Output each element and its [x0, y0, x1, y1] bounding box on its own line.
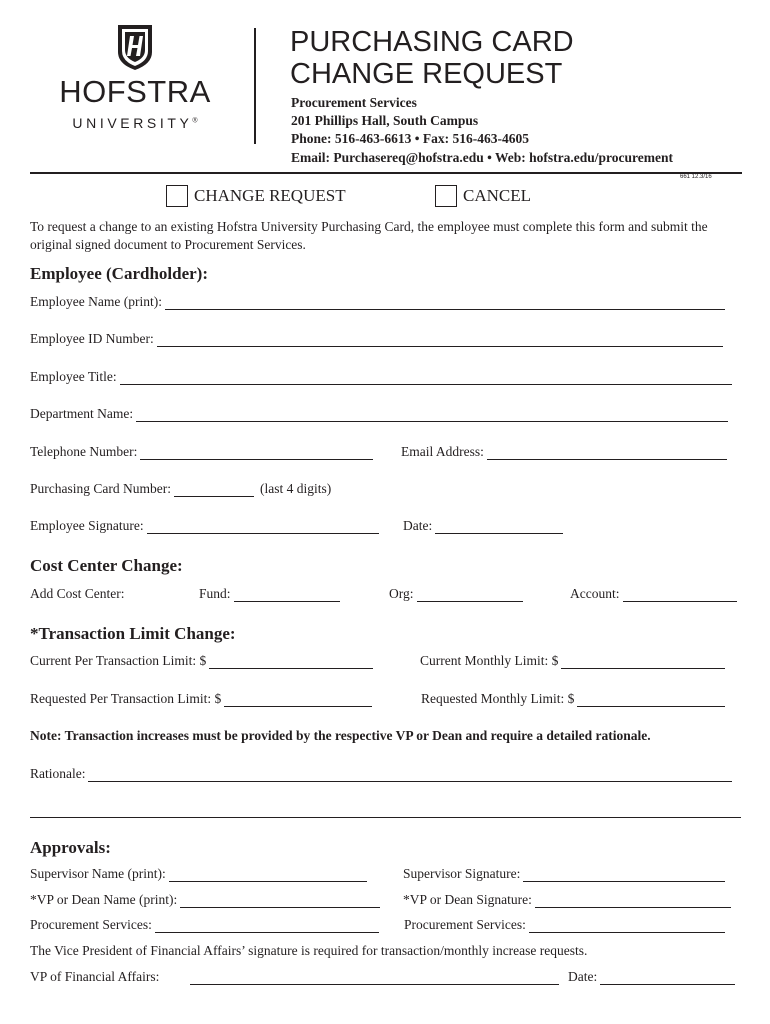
vp-dean-signature-field[interactable]: *VP or Dean Signature: — [403, 892, 731, 908]
requested-per-transaction-field[interactable]: Requested Per Transaction Limit: $ — [30, 691, 372, 707]
email-address-field[interactable]: Email Address: — [401, 444, 727, 460]
form-code: 661 12.3/16 — [680, 174, 712, 180]
cancel-label: CANCEL — [463, 186, 531, 205]
header-rule — [30, 172, 742, 174]
page-title: PURCHASING CARD CHANGE REQUEST — [290, 26, 574, 90]
fund-field[interactable]: Fund: — [199, 586, 340, 602]
card-number-field[interactable]: Purchasing Card Number: (last 4 digits) — [30, 481, 332, 496]
change-request-label: CHANGE REQUEST — [194, 186, 346, 205]
contact-address: 201 Phillips Hall, South Campus — [291, 113, 479, 129]
supervisor-name-field[interactable]: Supervisor Name (print): — [30, 866, 367, 882]
logo-subtitle: UNIVERSITY® — [72, 115, 198, 131]
cancel-option[interactable] — [435, 185, 531, 207]
logo-wordmark: HOFSTRA — [59, 74, 211, 109]
vp-financial-affairs-line[interactable] — [190, 984, 559, 985]
vp-date-field[interactable]: Date: — [568, 969, 735, 985]
contact-email-web: Email: Purchasereq@hofstra.edu • Web: hofstra.edu/procurement — [291, 149, 674, 165]
employee-name-field[interactable]: Employee Name (print): — [30, 294, 725, 310]
card-hint: (last 4 digits) — [259, 481, 332, 496]
employee-signature-field[interactable]: Employee Signature: — [30, 518, 379, 534]
approvals-heading: Approvals: — [30, 838, 111, 857]
employee-date-field[interactable]: Date: — [403, 518, 563, 534]
employee-id-field[interactable]: Employee ID Number: — [30, 331, 723, 347]
contact-phone: Phone: 516-463-6613 • Fax: 516-463-4605 — [291, 131, 529, 147]
contact-dept: Procurement Services — [291, 95, 417, 110]
cost-center-heading: Cost Center Change: — [30, 556, 183, 575]
vp-requirement-note: The Vice President of Financial Affairs’ signature is required for transaction/monthly increase requests. — [30, 943, 588, 958]
note-text: Note: Transaction increases must be provided by the respective VP or Dean and require a detailed rationale. — [30, 728, 651, 743]
account-field[interactable]: Account: — [570, 586, 737, 602]
add-cost-center-label: Add Cost Center: — [30, 586, 125, 601]
current-monthly-field[interactable]: Current Monthly Limit: $ — [420, 653, 725, 669]
change-request-option[interactable] — [166, 185, 346, 207]
org-field[interactable]: Org: — [389, 586, 523, 602]
current-per-transaction-field[interactable]: Current Per Transaction Limit: $ — [30, 653, 373, 669]
vp-financial-affairs-label: VP of Financial Affairs: — [30, 969, 160, 984]
employee-title-field[interactable]: Employee Title: — [30, 369, 732, 385]
department-name-field[interactable]: Department Name: — [30, 406, 728, 422]
procurement-services-field-1[interactable]: Procurement Services: — [30, 917, 379, 933]
employee-heading: Employee (Cardholder): — [30, 264, 209, 283]
telephone-field[interactable]: Telephone Number: — [30, 444, 373, 460]
intro-text: To request a change to an existing Hofstra University Purchasing Card, the employee must complete this form and submit the original signed document to Procurement Services. — [30, 219, 708, 252]
supervisor-signature-field[interactable]: Supervisor Signature: — [403, 866, 725, 882]
vp-dean-name-field[interactable]: *VP or Dean Name (print): — [30, 892, 380, 908]
requested-monthly-field[interactable]: Requested Monthly Limit: $ — [421, 691, 725, 707]
hofstra-logo — [40, 22, 230, 131]
change-request-checkbox[interactable] — [166, 185, 188, 207]
cancel-checkbox[interactable] — [435, 185, 457, 207]
header-divider — [254, 28, 256, 144]
shield-icon — [115, 22, 155, 72]
rationale-line-2[interactable] — [30, 817, 741, 818]
contact-info — [291, 94, 673, 167]
limit-change-heading: *Transaction Limit Change: — [30, 624, 236, 643]
rationale-field[interactable]: Rationale: — [30, 766, 732, 782]
procurement-services-field-2[interactable]: Procurement Services: — [404, 917, 725, 933]
